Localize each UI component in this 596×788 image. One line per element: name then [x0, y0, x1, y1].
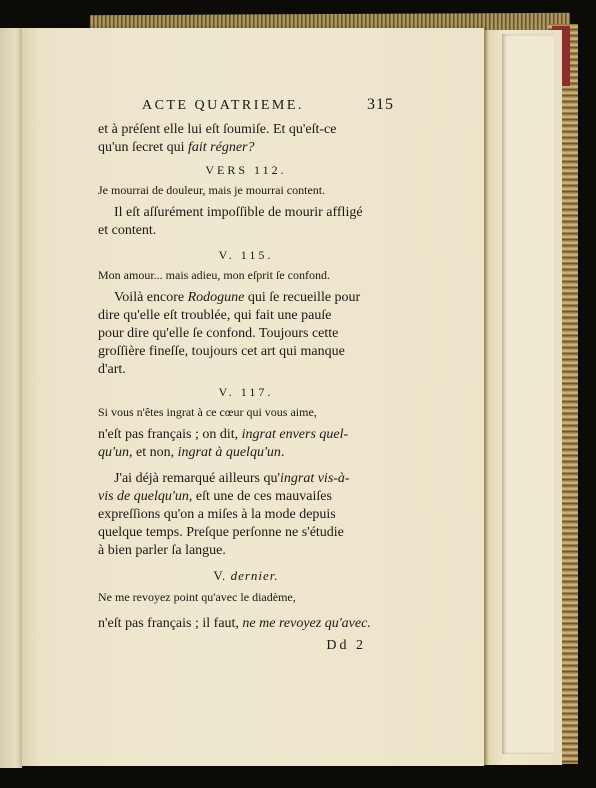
- verse-heading-117: V. 117.: [218, 385, 274, 399]
- paragraph-3: [98, 289, 394, 379]
- book-page: [22, 28, 484, 766]
- text-line: Il eſt aſſurément impoſſible de mourir affligé: [114, 205, 363, 220]
- quote-line-117: Si vous n'êtes ingrat à ce cœur qui vous aime,: [98, 405, 317, 419]
- text-line: qu'un, et non, ingrat à quelqu'un.: [98, 445, 285, 460]
- signature-mark: Dd 2: [326, 638, 366, 653]
- page-text-block: [98, 96, 394, 655]
- verse-heading-112: VERS 112.: [205, 163, 287, 177]
- text-line: Voilà encore Rodogune qui ſe recueille pour: [114, 290, 361, 305]
- paragraph-2: [98, 204, 394, 240]
- text-line: expreſſions qu'on a miſes à la mode depuis: [98, 507, 336, 522]
- text-line: et content.: [98, 223, 157, 238]
- text-line: n'eſt pas français ; on dit, ingrat envers quel-: [98, 427, 349, 442]
- text-line: d'art.: [98, 362, 126, 377]
- text-line: qu'un ſecret qui fait régner?: [98, 140, 255, 155]
- text-line: et à préſent elle lui eſt ſoumiſe. Et qu'eſt-ce: [98, 122, 337, 137]
- verse-heading-115: V. 115.: [218, 248, 274, 262]
- paragraph-5: [98, 470, 394, 560]
- text-line: pour dire qu'elle ſe confond. Toujours cette: [98, 326, 339, 341]
- paragraph-6: [98, 615, 394, 633]
- flyleaf-page: [502, 34, 554, 754]
- text-line: J'ai déjà remarqué ailleurs qu'ingrat vis-à-: [114, 471, 350, 486]
- quote-line-115: Mon amour... mais adieu, mon eſprit ſe confond.: [98, 268, 330, 282]
- text-line: groſſière fineſſe, toujours cet art qui manque: [98, 344, 345, 359]
- text-line: vis de quelqu'un, eſt une de ces mauvaiſes: [98, 489, 332, 504]
- text-line: quelque temps. Preſque perſonne ne s'étudie: [98, 525, 344, 540]
- text-line: n'eſt pas français ; il faut, ne me revoyez qu'avec.: [98, 616, 371, 631]
- text-line: dire qu'elle eſt troublée, qui fait une pauſe: [98, 308, 332, 323]
- verse-heading-dernier: V. dernier.: [213, 568, 279, 583]
- quote-line-dernier: Ne me revoyez point qu'avec le diadème,: [98, 590, 296, 604]
- text-line: à bien parler ſa langue.: [98, 543, 226, 558]
- running-head: [142, 96, 394, 120]
- quote-line-112: Je mourrai de douleur, mais je mourrai content.: [98, 183, 326, 197]
- paragraph-1: [98, 121, 394, 157]
- running-head-title: ACTE QUATRIEME.: [142, 98, 304, 113]
- page-number: 315: [367, 96, 394, 113]
- paragraph-4: [98, 426, 394, 462]
- facing-page-edge: [0, 28, 22, 768]
